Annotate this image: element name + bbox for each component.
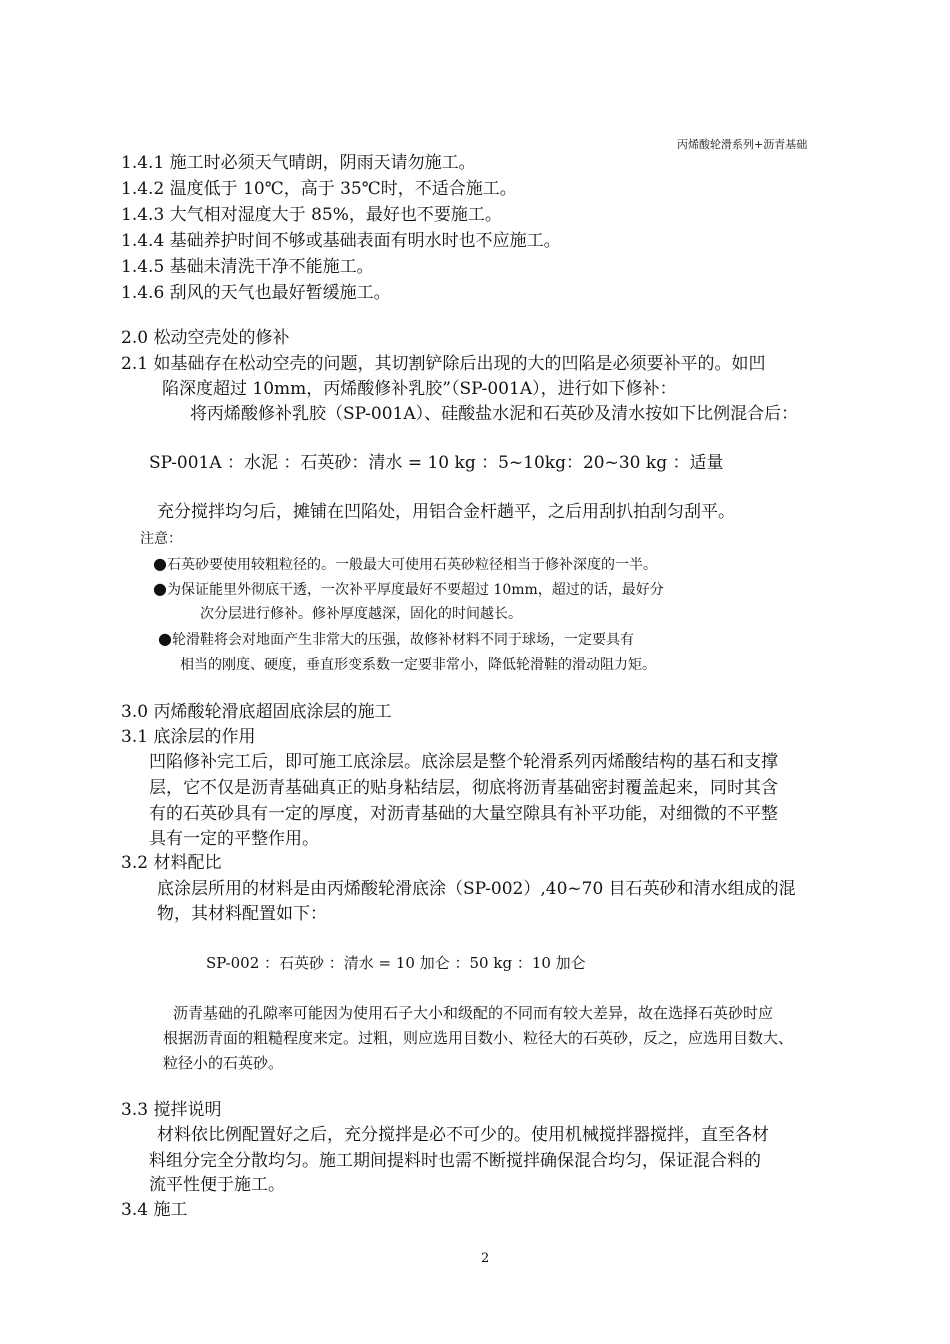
note-item-2-continued: 次分层进行修补。修补厚度越深，固化的时间越长。 (200, 606, 522, 622)
bullet-icon: ● (158, 629, 172, 648)
note-item-2 (153, 577, 664, 602)
note-item-1 (153, 552, 657, 577)
note-item-3-text: 轮滑鞋将会对地面产生非常大的压强，故修补材料不同于球场，一定要具有 (171, 632, 634, 648)
section-3-3-line-3: 流平性便于施工。 (149, 1175, 285, 1195)
paragraph-2-1-line-1: 2.1 如基础存在松动空壳的问题，其切割铲除后出现的大的凹陷是必须要补平的。如凹 (121, 354, 766, 374)
section-3-2-note-line-1: 沥青基础的孔隙率可能因为使用石子大小和级配的不同而有较大差异，故在选择石英砂时应 (173, 1004, 774, 1022)
section-3-2-line-1: 底涂层所用的材料是由丙烯酸轮滑底涂（SP-002）,40~70 目石英砂和清水组成的混 (157, 879, 796, 899)
bullet-icon: ● (153, 554, 167, 573)
note-item-1-text: 石英砂要使用较粗粒径的。一般最大可使用石英砂粒径相当于修补深度的一半。 (166, 557, 657, 573)
section-3-3-heading: 3.3 搅拌说明 (121, 1100, 222, 1120)
mix-ratio-sp001a: SP-001A ：水泥 ：石英砂：清水 = 10 kg ：5~10kg：20~30 kg ：适量 (149, 453, 724, 473)
note-label: 注意： (140, 531, 182, 547)
item-1-4-4: 1.4.4 基础养护时间不够或基础表面有明水时也不应施工。 (121, 231, 561, 251)
section-3-4-heading: 3.4 施工 (121, 1200, 188, 1220)
item-1-4-1: 1.4.1 施工时必须天气晴朗，阴雨天请勿施工。 (121, 153, 476, 173)
note-item-2-text: 为保证能里外彻底干透，一次补平厚度最好不要超过 10mm，超过的话，最好分 (166, 582, 664, 598)
section-3-1-line-2: 层，它不仅是沥青基础真正的贴身粘结层，彻底将沥青基础密封覆盖起来，同时其含 (149, 778, 778, 798)
item-1-4-6: 1.4.6 刮风的天气也最好暂缓施工。 (121, 283, 391, 303)
running-header: 丙烯酸轮滑系列+沥青基础 (677, 138, 808, 151)
section-3-1-line-4: 具有一定的平整作用。 (149, 829, 319, 849)
section-3-2-note-line-2: 根据沥青面的粗糙程度来定。过粗，则应选用目数小、粒径大的石英砂，反之，应选用目数大、 (163, 1029, 794, 1047)
bullet-icon: ● (153, 579, 167, 598)
note-item-3 (158, 627, 634, 652)
section-3-2-line-2: 物，其材料配置如下： (157, 904, 327, 924)
section-2-heading: 2.0 松动空壳处的修补 (121, 328, 290, 348)
section-3-2-note-line-3: 粒径小的石英砂。 (163, 1054, 284, 1072)
item-1-4-3: 1.4.3 大气相对湿度大于 85%，最好也不要施工。 (121, 205, 502, 225)
section-3-2-heading: 3.2 材料配比 (121, 853, 222, 873)
item-1-4-5: 1.4.5 基础未清洗干净不能施工。 (121, 257, 374, 277)
item-1-4-2: 1.4.2 温度低于 10℃，高于 35℃时，不适合施工。 (121, 179, 517, 199)
mix-ratio-sp002: SP-002 ：石英砂 ：清水 = 10 加仑 ：50 kg ：10 加仑 (206, 954, 586, 972)
section-3-3-line-2: 料组分完全分散均匀。施工期间提料时也需不断搅拌确保混合均匀，保证混合料的 (149, 1151, 761, 1171)
paragraph-2-1-line-2: 陷深度超过 10mm，丙烯酸修补乳胶”（SP-001A），进行如下修补： (162, 379, 677, 399)
paragraph-2-1-line-3: 将丙烯酸修补乳胶（SP-001A）、硅酸盐水泥和石英砂及清水按如下比例混合后： (190, 404, 799, 424)
mixing-instruction: 充分搅拌均匀后，摊铺在凹陷处，用铝合金杆趟平，之后用刮扒拍刮匀刮平。 (157, 502, 735, 522)
section-3-1-line-1: 凹陷修补完工后，即可施工底涂层。底涂层是整个轮滑系列丙烯酸结构的基石和支撑 (149, 752, 778, 772)
page-number: 2 (481, 1251, 490, 1266)
section-3-3-line-1: 材料依比例配置好之后，充分搅拌是必不可少的。使用机械搅拌器搅拌，直至各材 (157, 1125, 769, 1145)
note-item-3-continued: 相当的刚度、硬度，垂直形变系数一定要非常小，降低轮滑鞋的滑动阻力矩。 (180, 657, 656, 673)
section-3-1-heading: 3.1 底涂层的作用 (121, 727, 256, 747)
section-3-1-line-3: 有的石英砂具有一定的厚度，对沥青基础的大量空隙具有补平功能，对细微的不平整 (149, 804, 778, 824)
section-3-heading: 3.0 丙烯酸轮滑底超固底涂层的施工 (121, 702, 392, 722)
